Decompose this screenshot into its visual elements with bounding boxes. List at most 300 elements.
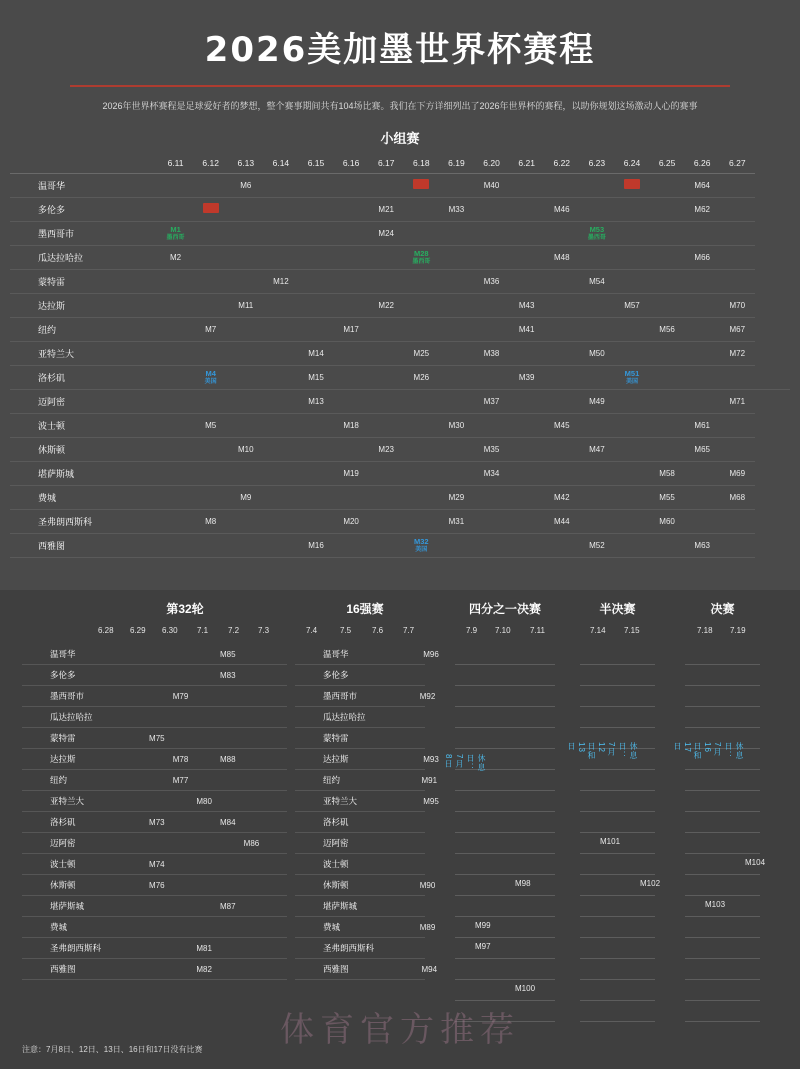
match-cell[interactable]: M95 <box>423 791 425 812</box>
match-cell[interactable]: M77 <box>169 770 193 791</box>
empty-cell <box>263 438 298 462</box>
city-label: 瓜达拉哈拉 <box>10 246 158 270</box>
match-cell[interactable] <box>228 438 263 462</box>
match-cell[interactable] <box>509 318 544 342</box>
empty-cell <box>169 854 193 875</box>
city-label: 堪萨斯城 <box>295 896 418 917</box>
empty-cell <box>614 318 649 342</box>
empty-cell <box>650 366 685 390</box>
match-cell[interactable] <box>474 174 509 198</box>
match-cell[interactable] <box>298 342 333 366</box>
bracket-line <box>455 770 555 791</box>
match-cell[interactable] <box>474 390 509 414</box>
empty-cell <box>228 318 263 342</box>
empty-cell <box>369 390 404 414</box>
empty-cell <box>650 438 685 462</box>
table-row <box>295 938 425 959</box>
city-label: 温哥华 <box>295 644 418 665</box>
bracket-line <box>455 959 555 980</box>
empty-cell <box>263 854 287 875</box>
match-cell[interactable] <box>579 270 614 294</box>
empty-cell <box>439 534 474 558</box>
table-row <box>22 854 287 875</box>
ko-date: 7.6 <box>372 626 384 635</box>
bracket-line <box>455 728 555 749</box>
match-cell[interactable] <box>404 174 439 198</box>
match-cell[interactable] <box>193 318 228 342</box>
table-row <box>10 414 790 438</box>
empty-cell <box>404 294 439 318</box>
table-row <box>22 707 287 728</box>
table-row <box>10 534 790 558</box>
bracket-line <box>685 959 760 980</box>
empty-cell <box>193 534 228 558</box>
match-id: M10 <box>237 445 254 454</box>
match-cell[interactable] <box>544 486 579 510</box>
match-cell[interactable]: M87 <box>216 896 240 917</box>
match-id: M39 <box>518 373 535 382</box>
empty-cell <box>544 534 579 558</box>
empty-cell <box>685 294 720 318</box>
match-id[interactable]: M100 <box>515 984 536 993</box>
match-cell[interactable]: M80 <box>192 791 216 812</box>
empty-cell <box>423 854 425 875</box>
match-cell[interactable] <box>614 174 649 198</box>
match-id: M57 <box>624 301 640 310</box>
empty-cell <box>298 222 333 246</box>
match-cell[interactable] <box>474 342 509 366</box>
ko-date: 7.10 <box>495 626 511 635</box>
footer-note: 注意：7月8日、12日、13日、16日和17日没有比赛 <box>22 1045 203 1054</box>
match-cell[interactable] <box>193 414 228 438</box>
match-id[interactable]: M98 <box>515 879 531 888</box>
host-match-flag-icon: M4 美国 <box>204 368 217 385</box>
table-row <box>22 791 287 812</box>
match-cell[interactable] <box>544 246 579 270</box>
empty-cell <box>614 246 649 270</box>
empty-cell <box>720 438 755 462</box>
match-id: M55 <box>659 493 675 502</box>
match-cell[interactable] <box>685 534 720 558</box>
match-cell[interactable]: M74 <box>145 854 169 875</box>
match-cell[interactable]: M94 <box>422 959 424 980</box>
city-label: 休斯顿 <box>22 875 145 896</box>
table-row <box>22 812 287 833</box>
match-id: M41 <box>518 325 535 334</box>
empty-cell <box>228 534 263 558</box>
match-cell[interactable] <box>685 414 720 438</box>
match-cell[interactable] <box>509 366 544 390</box>
city-label: 波士顿 <box>10 414 158 438</box>
empty-cell <box>334 246 369 270</box>
date-header: 6.22 <box>544 153 579 174</box>
round-title-qf: 四分之一决赛 <box>468 602 541 616</box>
date-header: 6.15 <box>298 153 333 174</box>
match-cell[interactable]: M86 <box>240 833 264 854</box>
empty-cell <box>544 438 579 462</box>
empty-cell <box>720 414 755 438</box>
match-cell[interactable] <box>334 510 369 534</box>
match-id: M67 <box>729 325 746 334</box>
bracket-line <box>580 854 655 875</box>
empty-cell <box>169 791 193 812</box>
table-row <box>22 644 287 665</box>
match-id: M42 <box>553 493 570 502</box>
city-label: 亚特兰大 <box>295 791 418 812</box>
table-row <box>22 665 287 686</box>
empty-cell <box>263 749 287 770</box>
match-cell[interactable]: M79 <box>169 686 193 707</box>
match-id: M20 <box>343 517 359 526</box>
empty-cell <box>614 438 649 462</box>
empty-cell <box>298 486 333 510</box>
table-row <box>22 833 287 854</box>
match-cell[interactable] <box>404 342 439 366</box>
table-row <box>22 749 287 770</box>
city-label: 蒙特雷 <box>295 728 418 749</box>
match-id: M46 <box>553 205 570 214</box>
match-cell[interactable] <box>263 270 298 294</box>
match-cell[interactable] <box>579 342 614 366</box>
match-cell[interactable] <box>439 510 474 534</box>
match-id: M18 <box>343 421 359 430</box>
match-id: M15 <box>308 373 324 382</box>
match-id: M64 <box>694 181 710 190</box>
match-id: M13 <box>308 397 324 406</box>
empty-cell <box>439 270 474 294</box>
match-cell[interactable] <box>720 462 755 486</box>
match-cell[interactable] <box>685 246 720 270</box>
match-id[interactable]: M102 <box>640 879 661 888</box>
match-cell[interactable] <box>614 294 649 318</box>
match-cell[interactable] <box>544 414 579 438</box>
group-stage-body <box>10 174 790 558</box>
city-label: 波士顿 <box>22 854 145 875</box>
table-row <box>10 294 790 318</box>
match-cell[interactable] <box>334 462 369 486</box>
empty-cell <box>240 875 264 896</box>
empty-cell <box>544 462 579 486</box>
match-cell[interactable] <box>720 318 755 342</box>
empty-cell <box>423 812 425 833</box>
page-title: 2026美加墨世界杯赛程 <box>204 30 596 70</box>
date-header: 6.17 <box>369 153 404 174</box>
match-cell[interactable] <box>579 390 614 414</box>
empty-cell <box>192 875 216 896</box>
empty-cell <box>334 198 369 222</box>
match-cell[interactable] <box>193 366 228 390</box>
empty-cell <box>263 833 287 854</box>
empty-cell <box>650 222 685 246</box>
bracket-line <box>455 833 555 854</box>
match-cell[interactable]: M85 <box>216 644 240 665</box>
r16-table <box>295 644 439 980</box>
table-row <box>295 749 425 770</box>
match-cell[interactable] <box>474 462 509 486</box>
match-cell[interactable]: M89 <box>420 917 422 938</box>
date-header: 6.24 <box>614 153 649 174</box>
date-header: 6.20 <box>474 153 509 174</box>
empty-cell <box>474 366 509 390</box>
match-cell[interactable]: M73 <box>145 812 169 833</box>
table-row <box>295 959 425 980</box>
match-cell[interactable]: M75 <box>145 728 169 749</box>
match-cell[interactable] <box>193 510 228 534</box>
table-row <box>10 390 790 414</box>
match-id: M63 <box>694 541 710 550</box>
match-cell[interactable] <box>439 198 474 222</box>
match-cell[interactable] <box>404 366 439 390</box>
empty-cell <box>650 246 685 270</box>
match-cell[interactable]: M96 <box>423 644 425 665</box>
match-cell[interactable] <box>650 510 685 534</box>
table-row <box>10 222 790 246</box>
ko-date: 7.5 <box>340 626 352 635</box>
empty-cell <box>439 246 474 270</box>
ko-date: 7.1 <box>197 626 209 635</box>
match-id[interactable]: M99 <box>475 921 491 930</box>
match-cell[interactable] <box>614 366 649 390</box>
city-label: 休斯顿 <box>295 875 418 896</box>
match-id: M19 <box>343 469 359 478</box>
bracket-line <box>685 938 760 959</box>
match-cell[interactable] <box>334 414 369 438</box>
match-cell[interactable] <box>369 198 404 222</box>
date-header: 6.23 <box>579 153 614 174</box>
round-title-r32: 第32轮 <box>166 602 204 616</box>
bracket-line <box>455 896 555 917</box>
match-cell[interactable]: M92 <box>420 686 422 707</box>
date-header: 6.14 <box>263 153 298 174</box>
empty-cell <box>298 294 333 318</box>
match-cell[interactable] <box>720 390 755 414</box>
city-label: 洛杉矶 <box>10 366 158 390</box>
empty-cell <box>650 414 685 438</box>
bracket-line <box>685 707 760 728</box>
match-cell[interactable]: M83 <box>216 665 240 686</box>
empty-cell <box>720 222 755 246</box>
bracket-line <box>580 875 661 896</box>
match-cell[interactable] <box>228 174 263 198</box>
empty-cell <box>720 534 755 558</box>
match-id: M72 <box>729 349 746 358</box>
empty-cell <box>228 222 263 246</box>
bracket-line <box>685 686 760 707</box>
match-cell[interactable]: M93 <box>423 749 425 770</box>
city-label: 温哥华 <box>22 644 145 665</box>
match-cell[interactable] <box>650 462 685 486</box>
match-cell[interactable] <box>228 294 263 318</box>
match-id[interactable]: M101 <box>600 837 621 846</box>
empty-cell <box>192 854 216 875</box>
match-cell[interactable] <box>298 534 333 558</box>
match-cell[interactable] <box>369 222 404 246</box>
empty-cell <box>369 246 404 270</box>
match-id: M35 <box>483 445 500 454</box>
empty-cell <box>158 510 193 534</box>
empty-cell <box>169 728 193 749</box>
empty-cell <box>240 770 264 791</box>
match-cell[interactable] <box>720 486 755 510</box>
match-cell[interactable] <box>544 510 579 534</box>
ko-date: 7.15 <box>624 626 640 635</box>
match-cell[interactable] <box>720 294 755 318</box>
date-header: 6.19 <box>439 153 474 174</box>
city-label: 达拉斯 <box>295 749 418 770</box>
ko-date: 6.29 <box>130 626 146 635</box>
empty-cell <box>263 510 298 534</box>
empty-cell <box>158 486 193 510</box>
empty-cell <box>263 875 287 896</box>
empty-cell <box>423 833 425 854</box>
match-cell[interactable] <box>158 222 193 246</box>
empty-cell <box>579 414 614 438</box>
match-cell[interactable] <box>685 198 720 222</box>
empty-cell <box>439 462 474 486</box>
empty-cell <box>298 246 333 270</box>
empty-cell <box>158 198 193 222</box>
empty-cell <box>423 896 425 917</box>
empty-cell <box>145 896 169 917</box>
empty-cell <box>145 707 169 728</box>
empty-cell <box>720 198 755 222</box>
empty-cell <box>439 342 474 366</box>
match-cell[interactable]: M78 <box>169 749 193 770</box>
host-match-flag-icon: M1 墨西哥 <box>166 224 185 241</box>
group-stage-table <box>10 153 790 558</box>
match-cell[interactable]: M81 <box>192 938 216 959</box>
empty-cell <box>298 198 333 222</box>
empty-cell <box>334 366 369 390</box>
city-label: 西雅图 <box>295 959 418 980</box>
bracket-line <box>685 854 766 875</box>
match-cell[interactable] <box>228 486 263 510</box>
empty-cell <box>192 686 216 707</box>
match-cell[interactable] <box>404 534 439 558</box>
match-cell[interactable] <box>369 294 404 318</box>
city-label: 多伦多 <box>10 198 158 222</box>
match-cell[interactable] <box>474 270 509 294</box>
date-header: 6.16 <box>334 153 369 174</box>
date-header: 6.11 <box>158 153 193 174</box>
match-cell[interactable] <box>579 222 614 246</box>
match-cell[interactable]: M84 <box>216 812 240 833</box>
match-id: M70 <box>729 301 746 310</box>
empty-cell <box>474 414 509 438</box>
table-row <box>295 707 425 728</box>
match-cell[interactable] <box>509 294 544 318</box>
empty-cell <box>193 174 228 198</box>
empty-cell <box>509 246 544 270</box>
empty-cell <box>263 486 298 510</box>
empty-cell <box>192 917 216 938</box>
empty-cell <box>509 198 544 222</box>
empty-cell <box>334 174 369 198</box>
table-row <box>295 875 425 896</box>
city-label: 费城 <box>10 486 158 510</box>
bracket-line <box>685 812 760 833</box>
empty-cell <box>169 917 193 938</box>
match-id: M17 <box>343 325 359 334</box>
empty-cell <box>579 294 614 318</box>
match-cell[interactable] <box>685 174 720 198</box>
match-cell[interactable] <box>404 246 439 270</box>
match-id[interactable]: M104 <box>745 858 766 867</box>
match-cell[interactable] <box>158 246 193 270</box>
match-cell[interactable] <box>579 438 614 462</box>
match-id[interactable]: M103 <box>705 900 726 909</box>
match-cell[interactable] <box>650 318 685 342</box>
empty-cell <box>334 222 369 246</box>
empty-cell <box>650 270 685 294</box>
match-cell[interactable] <box>298 390 333 414</box>
empty-cell <box>509 414 544 438</box>
table-row <box>22 728 287 749</box>
empty-cell <box>474 318 509 342</box>
match-cell[interactable] <box>439 414 474 438</box>
match-cell[interactable] <box>685 438 720 462</box>
match-id: M5 <box>205 421 217 430</box>
bracket-line <box>685 917 760 938</box>
bracket-line <box>580 1001 655 1022</box>
empty-cell <box>474 246 509 270</box>
group-stage-header-row <box>10 153 790 174</box>
round-title-final: 决赛 <box>710 602 735 616</box>
empty-cell <box>263 462 298 486</box>
bracket-line <box>455 1001 555 1022</box>
empty-cell <box>509 486 544 510</box>
match-cell[interactable] <box>579 534 614 558</box>
bracket-line <box>455 686 555 707</box>
empty-cell <box>240 938 264 959</box>
match-cell[interactable]: M91 <box>422 770 424 791</box>
match-cell[interactable] <box>439 486 474 510</box>
empty-cell <box>193 342 228 366</box>
empty-cell <box>263 198 298 222</box>
match-cell[interactable] <box>193 198 228 222</box>
match-cell[interactable] <box>334 318 369 342</box>
table-row <box>22 896 287 917</box>
empty-cell <box>474 486 509 510</box>
match-cell[interactable] <box>650 486 685 510</box>
match-cell[interactable]: M88 <box>216 749 240 770</box>
match-cell[interactable]: M90 <box>420 875 422 896</box>
match-id: M45 <box>553 421 570 430</box>
empty-cell <box>509 222 544 246</box>
match-cell[interactable] <box>474 438 509 462</box>
match-cell[interactable]: M82 <box>192 959 216 980</box>
match-cell[interactable] <box>369 438 404 462</box>
match-id[interactable]: M97 <box>475 942 491 951</box>
empty-cell <box>544 366 579 390</box>
match-cell[interactable] <box>720 342 755 366</box>
empty-cell <box>685 342 720 366</box>
table-row <box>10 486 790 510</box>
match-cell[interactable] <box>544 198 579 222</box>
match-cell[interactable] <box>298 366 333 390</box>
host-match-flag-icon: M53 墨西哥 <box>587 224 606 241</box>
match-cell[interactable]: M76 <box>145 875 169 896</box>
bracket-line <box>455 938 555 959</box>
bracket-line <box>455 644 555 665</box>
empty-cell <box>404 318 439 342</box>
city-column-header <box>10 153 158 174</box>
match-id: M66 <box>694 253 710 262</box>
host-match-flag-icon <box>624 179 640 192</box>
empty-cell <box>614 198 649 222</box>
bracket-line <box>685 665 760 686</box>
group-stage-grid <box>0 153 800 558</box>
